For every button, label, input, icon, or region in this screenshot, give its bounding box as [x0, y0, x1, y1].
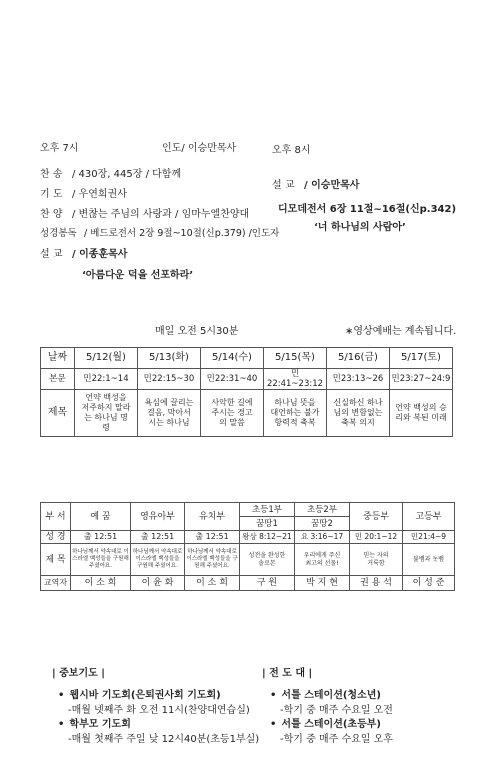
title-cell: 불뱀과 놋뱀 — [403, 544, 455, 576]
title-cell: 하나님 뜻을 대언하는 불가항력적 축복 — [264, 390, 327, 437]
scripture-cell: 민22:31~40 — [201, 369, 264, 390]
title-cell: 사악한 길에 주시는 경고의 말씀 — [201, 390, 264, 437]
order-label: 찬 양 — [40, 209, 63, 220]
department-table — [40, 502, 455, 591]
teacher-cell: 이 소 희 — [185, 576, 240, 591]
row-label: 제 목 — [41, 544, 71, 576]
prayer-heading: | 중보기도 | — [52, 668, 105, 679]
department-name: 유치부 — [185, 503, 240, 531]
order-label: 성경봉독 — [40, 228, 77, 239]
header-cell: 5/13(화) — [138, 348, 201, 369]
scripture-cell: 민22:15~30 — [138, 369, 201, 390]
department-subname: 꿈땅2 — [295, 517, 350, 531]
order-label: 설 교 — [272, 180, 295, 191]
right-sermon-title: ‘너 하나님의 사람아’ — [314, 222, 406, 233]
order-value: / 베드로전서 2장 9절~10절(신p.379) /인도자 — [84, 228, 280, 239]
title-cell: 언약 백성을 저주하지 말라는 하나님 명령 — [75, 390, 138, 437]
prayer-item-detail: -매월 첫째주 주일 낮 12시40분(초등1부실) — [68, 734, 260, 745]
right-scripture: 디모데전서 6장 11절~16절(신p.342) — [278, 204, 457, 215]
header-cell: 5/17(토) — [390, 348, 453, 369]
title-cell: 하나님께서 약속대로 이스라엘 백성들을 구원해 주셨어요. — [71, 544, 131, 576]
scripture-cell: 민22:41~23:12 — [264, 369, 327, 390]
evangelism-heading: | 전 도 대 | — [262, 668, 313, 679]
prayer-item-detail: -매월 넷째주 화 오전 11시(찬양대연습실) — [68, 705, 250, 716]
department-name: 초등1부 — [240, 503, 295, 517]
teacher-cell: 이 소 희 — [71, 576, 131, 591]
row-label: 교역자 — [41, 576, 71, 591]
dawn-schedule-table — [40, 347, 453, 437]
scripture-cell: 민22:1~14 — [75, 369, 138, 390]
dawn-time: 매일 오전 5시30분 — [155, 326, 239, 337]
scripture-cell: 민21:4~9 — [403, 531, 455, 544]
right-service-preacher — [272, 176, 359, 191]
title-cell: 신실하신 하나님의 변함없는 축복 의지 — [327, 390, 390, 437]
left-service-time: 오후 7시 — [40, 143, 79, 154]
prayer-item-title: • 웹시바 기도회(은퇴권사회 기도회) — [58, 686, 221, 701]
order-label: 찬 송 — [40, 169, 63, 180]
title-cell: 욕심에 끌리는 걸음, 막아서시는 하나님 — [138, 390, 201, 437]
left-service-leader: 인도/ 이승만목사 — [162, 143, 237, 154]
scripture-cell: 출 12:51 — [131, 531, 185, 544]
order-value: / 우연희권사 — [72, 189, 127, 200]
left-sermon-title: ‘아름다운 덕을 선포하라’ — [82, 270, 194, 281]
department-name: 고등부 — [403, 503, 455, 531]
header-cell: 날짜 — [41, 348, 75, 369]
department-subname: 꿈땅1 — [240, 517, 295, 531]
department-name: 예 꿈 — [71, 503, 131, 531]
header-cell: 5/12(월) — [75, 348, 138, 369]
order-value: / 변찮는 주님의 사랑과 / 임마누엘찬양대 — [72, 209, 250, 220]
dawn-note: ∗영상예배는 계속됩니다. — [345, 326, 457, 337]
evangelism-item-detail: -학기 중 매주 수요일 오후 — [280, 734, 393, 745]
evangelism-item-title: • 서틀 스테이션(청소년) — [270, 686, 381, 701]
order-row-reading — [40, 225, 279, 239]
evangelism-item-detail: -학기 중 매주 수요일 오전 — [280, 705, 393, 716]
header-cell: 5/14(수) — [201, 348, 264, 369]
title-cell: 성전을 완성한 솔로몬 — [240, 544, 295, 576]
scripture-cell: 출 12:51 — [185, 531, 240, 544]
header-cell: 5/16(금) — [327, 348, 390, 369]
scripture-cell: 왕상 8:12~21 — [240, 531, 295, 544]
order-value: / 430장, 445장 / 다함께 — [72, 169, 182, 180]
row-label: 제목 — [41, 390, 75, 437]
order-row-sermon — [40, 245, 127, 260]
order-value: / 이종훈목사 — [72, 249, 128, 260]
teacher-cell: 박 지 현 — [295, 576, 350, 591]
scripture-cell: 출 12:51 — [71, 531, 131, 544]
order-row-praise — [40, 205, 249, 220]
department-name: 영유아부 — [131, 503, 185, 531]
evangelism-item-title: • 서틀 스테이션(초등부) — [270, 715, 381, 730]
order-value: / 이승만목사 — [304, 180, 360, 191]
row-label: 본문 — [41, 369, 75, 390]
scripture-cell: 요 3:16~17 — [295, 531, 350, 544]
order-label: 기 도 — [40, 189, 63, 200]
row-label: 성 경 — [41, 531, 71, 544]
order-row-hymn — [40, 165, 181, 180]
department-name: 중등부 — [350, 503, 403, 531]
scripture-cell: 민 20:1~12 — [350, 531, 403, 544]
title-cell: 우리에게 주신 최고의 선물! — [295, 544, 350, 576]
header-cell: 5/15(목) — [264, 348, 327, 369]
teacher-cell: 이 윤 화 — [131, 576, 185, 591]
order-row-prayer — [40, 185, 127, 200]
scripture-cell: 민23:27~24:9 — [390, 369, 453, 390]
right-service-time: 오후 8시 — [272, 145, 311, 156]
title-cell: 하나님께서 약속대로 이스라엘 백성들을 구원해 주셨어요. — [185, 544, 240, 576]
teacher-cell: 구 원 — [240, 576, 295, 591]
title-cell: 언약 백성의 승리와 복된 미래 — [390, 390, 453, 437]
order-label: 설 교 — [40, 249, 63, 260]
scripture-cell: 민23:13~26 — [327, 369, 390, 390]
department-name: 초등2부 — [295, 503, 350, 517]
prayer-item-title: • 학부모 기도회 — [58, 715, 131, 730]
title-cell: 믿는 자의 거룩함 — [350, 544, 403, 576]
teacher-cell: 권 용 석 — [350, 576, 403, 591]
row-label: 부 서 — [41, 503, 71, 531]
title-cell: 하나님께서 약속대로 이스라엘 백성들을 구원해 주셨어요. — [131, 544, 185, 576]
teacher-cell: 이 성 준 — [403, 576, 455, 591]
